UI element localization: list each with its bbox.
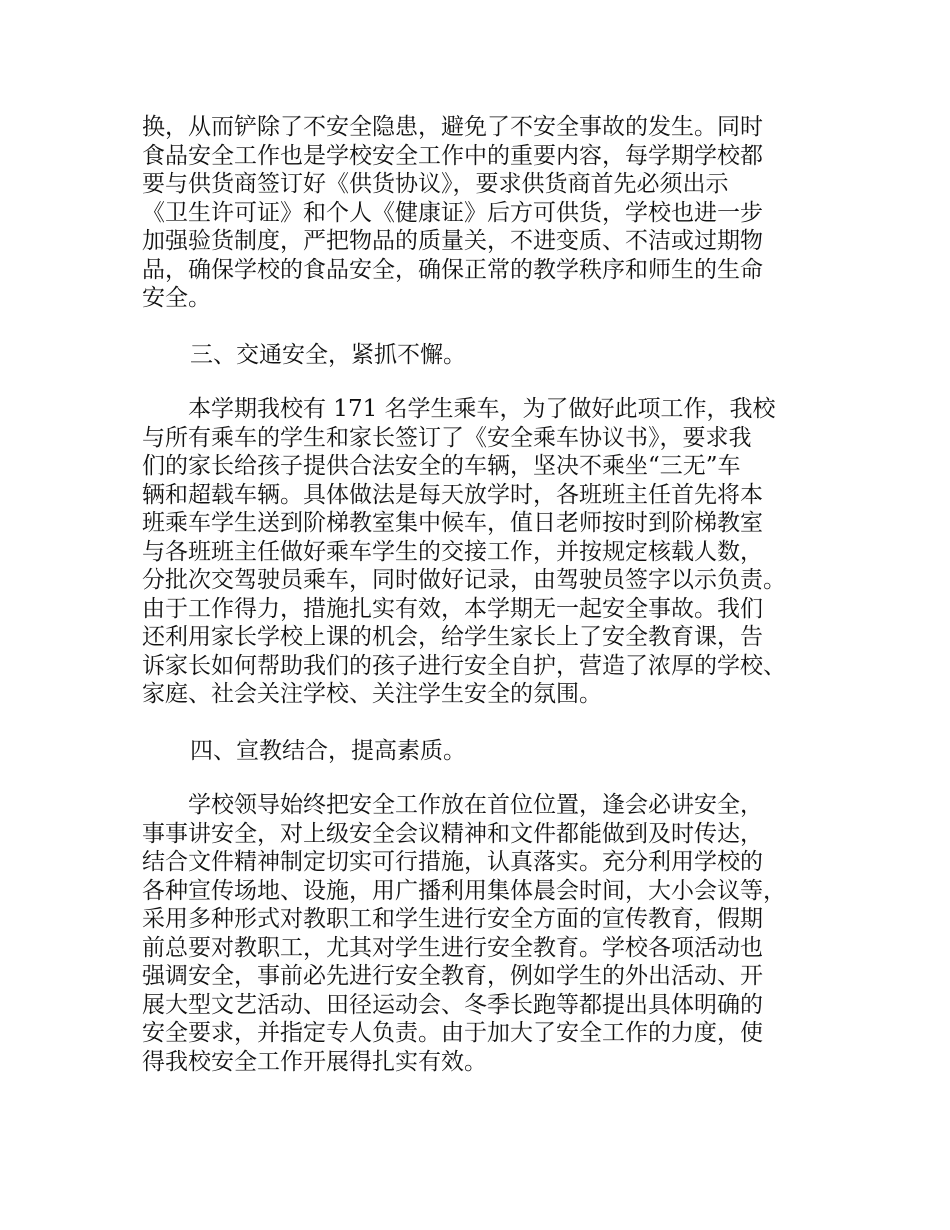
- paragraph-traffic-safety: [142, 395, 832, 709]
- section-heading-education: 四、宣教结合，提高素质。: [190, 737, 466, 764]
- paragraph-line: 与所有乘车的学生和家长签订了《安全乘车协议书》，要求我: [142, 424, 752, 451]
- paragraph-line: 诉家长如何帮助我们的孩子进行安全自护，营造了浓厚的学校、: [142, 652, 786, 679]
- paragraph-line: 采用多种形式对教职工和学生进行安全方面的宣传教育，假期: [142, 906, 763, 932]
- paragraph-line: 结合文件精神制定切实可行措施，认真落实。充分利用学校的: [142, 849, 763, 875]
- paragraph-line: 换，从而铲除了不安全隐患，避免了不安全事故的发生。同时: [142, 114, 763, 140]
- section-heading-traffic-safety: 三、交通安全，紧抓不懈。: [190, 341, 466, 368]
- paragraph-line: 们的家长给孩子提供合法安全的车辆，坚决不乘坐“三无”车: [142, 453, 741, 479]
- paragraph-line: 还利用家长学校上课的机会，给学生家长上了安全教育课，告: [142, 624, 763, 650]
- paragraph-spacer: [142, 709, 832, 737]
- paragraph-line: 食品安全工作也是学校安全工作中的重要内容，每学期学校都: [142, 142, 763, 169]
- paragraph-safety-education: [142, 791, 832, 1076]
- paragraph-line: 由于工作得力，措施扎实有效，本学期无一起安全事故。我们: [142, 595, 763, 622]
- paragraph-line: 分批次交驾驶员乘车，同时做好记录，由驾驶员签字以示负责。: [142, 567, 786, 593]
- paragraph-line: 安全要求，并指定专人负责。由于加大了安全工作的力度，使: [142, 1020, 763, 1046]
- paragraph-line: 事事讲安全，对上级安全会议精神和文件都能做到及时传达，: [142, 820, 763, 847]
- paragraph-spacer: [142, 369, 832, 395]
- paragraph-line: 辆和超载车辆。具体做法是每天放学时，各班班主任首先将本: [142, 481, 763, 508]
- paragraph-line: 安全。: [142, 285, 211, 311]
- paragraph-line: 强调安全，事前必先进行安全教育，例如学生的外出活动、开: [142, 963, 763, 989]
- paragraph-line: 加强验货制度，严把物品的质量关，不进变质、不洁或过期物: [142, 228, 763, 254]
- paragraph-line: 学校领导始终把安全工作放在首位位置，逢会必讲安全，: [142, 792, 763, 818]
- paragraph-line: 要与供货商签订好《供货协议》，要求供货商首先必须出示: [142, 171, 729, 197]
- paragraph-line: 前总要对教职工，尤其对学生进行安全教育。学校各项活动也: [142, 934, 763, 961]
- paragraph-line: 得我校安全工作开展得扎实有效。: [142, 1048, 487, 1075]
- paragraph-line: 《卫生许可证》和个人《健康证》后方可供货，学校也进一步: [142, 199, 763, 226]
- paragraph-line: 各种宣传场地、设施，用广播利用集体晨会时间，大小会议等，: [142, 877, 786, 904]
- paragraph-spacer: [142, 765, 832, 791]
- paragraph-spacer: [142, 313, 832, 341]
- paragraph-line: 品，确保学校的食品安全，确保正常的教学秩序和师生的生命: [142, 256, 763, 283]
- paragraph-line: 班乘车学生送到阶梯教室集中候车，值日老师按时到阶梯教室: [142, 510, 763, 536]
- paragraph-line: 展大型文艺活动、田径运动会、冬季长跑等都提出具体明确的: [142, 991, 763, 1018]
- paragraph-line: 与各班班主任做好乘车学生的交接工作，并按规定核载人数，: [142, 538, 763, 565]
- document-body: [142, 113, 832, 1076]
- paragraph-food-safety: [142, 113, 832, 313]
- paragraph-line: 家庭、社会关注学校、关注学生安全的氛围。: [142, 681, 602, 707]
- paragraph-line: 本学期我校有 171 名学生乘车，为了做好此项工作，我校: [142, 396, 776, 422]
